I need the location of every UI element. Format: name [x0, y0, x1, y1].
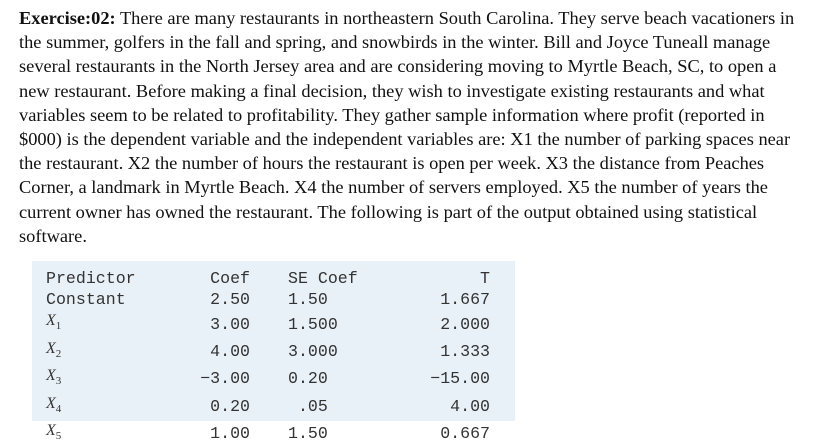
- predictor-cell: [46, 310, 176, 337]
- coef-cell: 2.50: [210, 290, 250, 310]
- se-coef-cell: [250, 420, 370, 447]
- table-row: [46, 310, 490, 337]
- coef-cell: 0.20: [210, 396, 250, 416]
- variable-subscript: 1: [55, 320, 62, 333]
- predictor-cell: [46, 420, 176, 447]
- predictor-variable: [46, 339, 62, 360]
- t-cell: 0.667: [440, 424, 490, 444]
- variable-subscript: 5: [55, 430, 62, 443]
- t-cell: 2.000: [440, 314, 490, 334]
- exercise-paragraph: [19, 6, 809, 248]
- header-se-coef-label: SE Coef: [288, 269, 358, 288]
- coef-cell: 3.00: [210, 314, 250, 334]
- variable-subscript: 3: [55, 375, 62, 388]
- table-header-row: [46, 268, 490, 289]
- table-row: [46, 393, 490, 420]
- table-row: [46, 338, 490, 365]
- variable-letter: X: [46, 394, 56, 412]
- se-coef-value: .05: [288, 396, 328, 416]
- table-row: [46, 420, 490, 447]
- predictor-variable: [46, 421, 62, 443]
- se-coef-value: 0.20: [288, 369, 328, 389]
- se-coef-cell: [250, 365, 370, 392]
- t-cell: 4.00: [450, 396, 490, 416]
- se-coef-cell: [250, 338, 370, 365]
- variable-letter: X: [46, 312, 56, 330]
- t-cell: 1.667: [440, 290, 490, 310]
- predictor-cell: [46, 393, 176, 420]
- variable-subscript: 4: [55, 402, 62, 415]
- variable-letter: X: [46, 339, 56, 357]
- regression-output-table: [46, 268, 490, 447]
- se-coef-cell: [250, 289, 370, 310]
- t-cell: −15.00: [430, 369, 490, 389]
- regression-output-panel: [32, 261, 515, 444]
- coef-cell: 4.00: [210, 341, 250, 361]
- se-coef-cell: [250, 310, 370, 337]
- t-cell: 1.333: [440, 341, 490, 361]
- coef-cell: −3.00: [200, 369, 250, 389]
- variable-subscript: 2: [55, 347, 62, 360]
- predictor-variable: [46, 367, 62, 388]
- se-coef-value: 1.50: [288, 290, 328, 310]
- se-coef-value: 1.500: [288, 314, 338, 334]
- table-row: [46, 289, 490, 310]
- se-coef-value: 1.50: [288, 424, 328, 444]
- variable-letter: X: [46, 367, 56, 385]
- predictor-cell: [46, 365, 176, 392]
- header-predictor: Predictor: [46, 269, 136, 288]
- se-coef-value: 3.000: [288, 341, 338, 361]
- header-se-coef: [250, 268, 370, 289]
- predictor-variable: [46, 394, 62, 415]
- predictor-variable: [46, 312, 62, 333]
- exercise-text: There are many restaurants in northeastern South Carolina. They serve beach vacationers in the summer, golfers in the fall and spring, and snowbirds in the winter. Bill and Joyce Tuneall manage several restaurants in the North Jersey area and are considering moving to Myrtle Beach, SC, to open a new restaurant. Before making a final decision, they wish to investigate existing restaurants and what variables seem to be related to profitability. They gather sample information where profit (reported in $000) is the dependent variable and the independent variables are: X1 the number of parking spaces near the restaurant. X2 the number of hours the restaurant is open per week. X3 the distance from Peaches Corner, a landmark in Myrtle Beach. X4 the number of servers employed. X5 the number of years the current owner has owned the restaurant. The following is part of the output obtained using statistical software.: [19, 8, 795, 246]
- table-row: [46, 365, 490, 392]
- variable-letter: X: [46, 421, 56, 439]
- predictor-cell: Constant: [46, 290, 126, 310]
- header-coef: Coef: [210, 269, 250, 288]
- exercise-label: Exercise:02:: [19, 8, 116, 28]
- coef-cell: 1.00: [210, 424, 250, 444]
- se-coef-cell: [250, 393, 370, 420]
- predictor-cell: [46, 338, 176, 365]
- header-t: T: [480, 269, 490, 288]
